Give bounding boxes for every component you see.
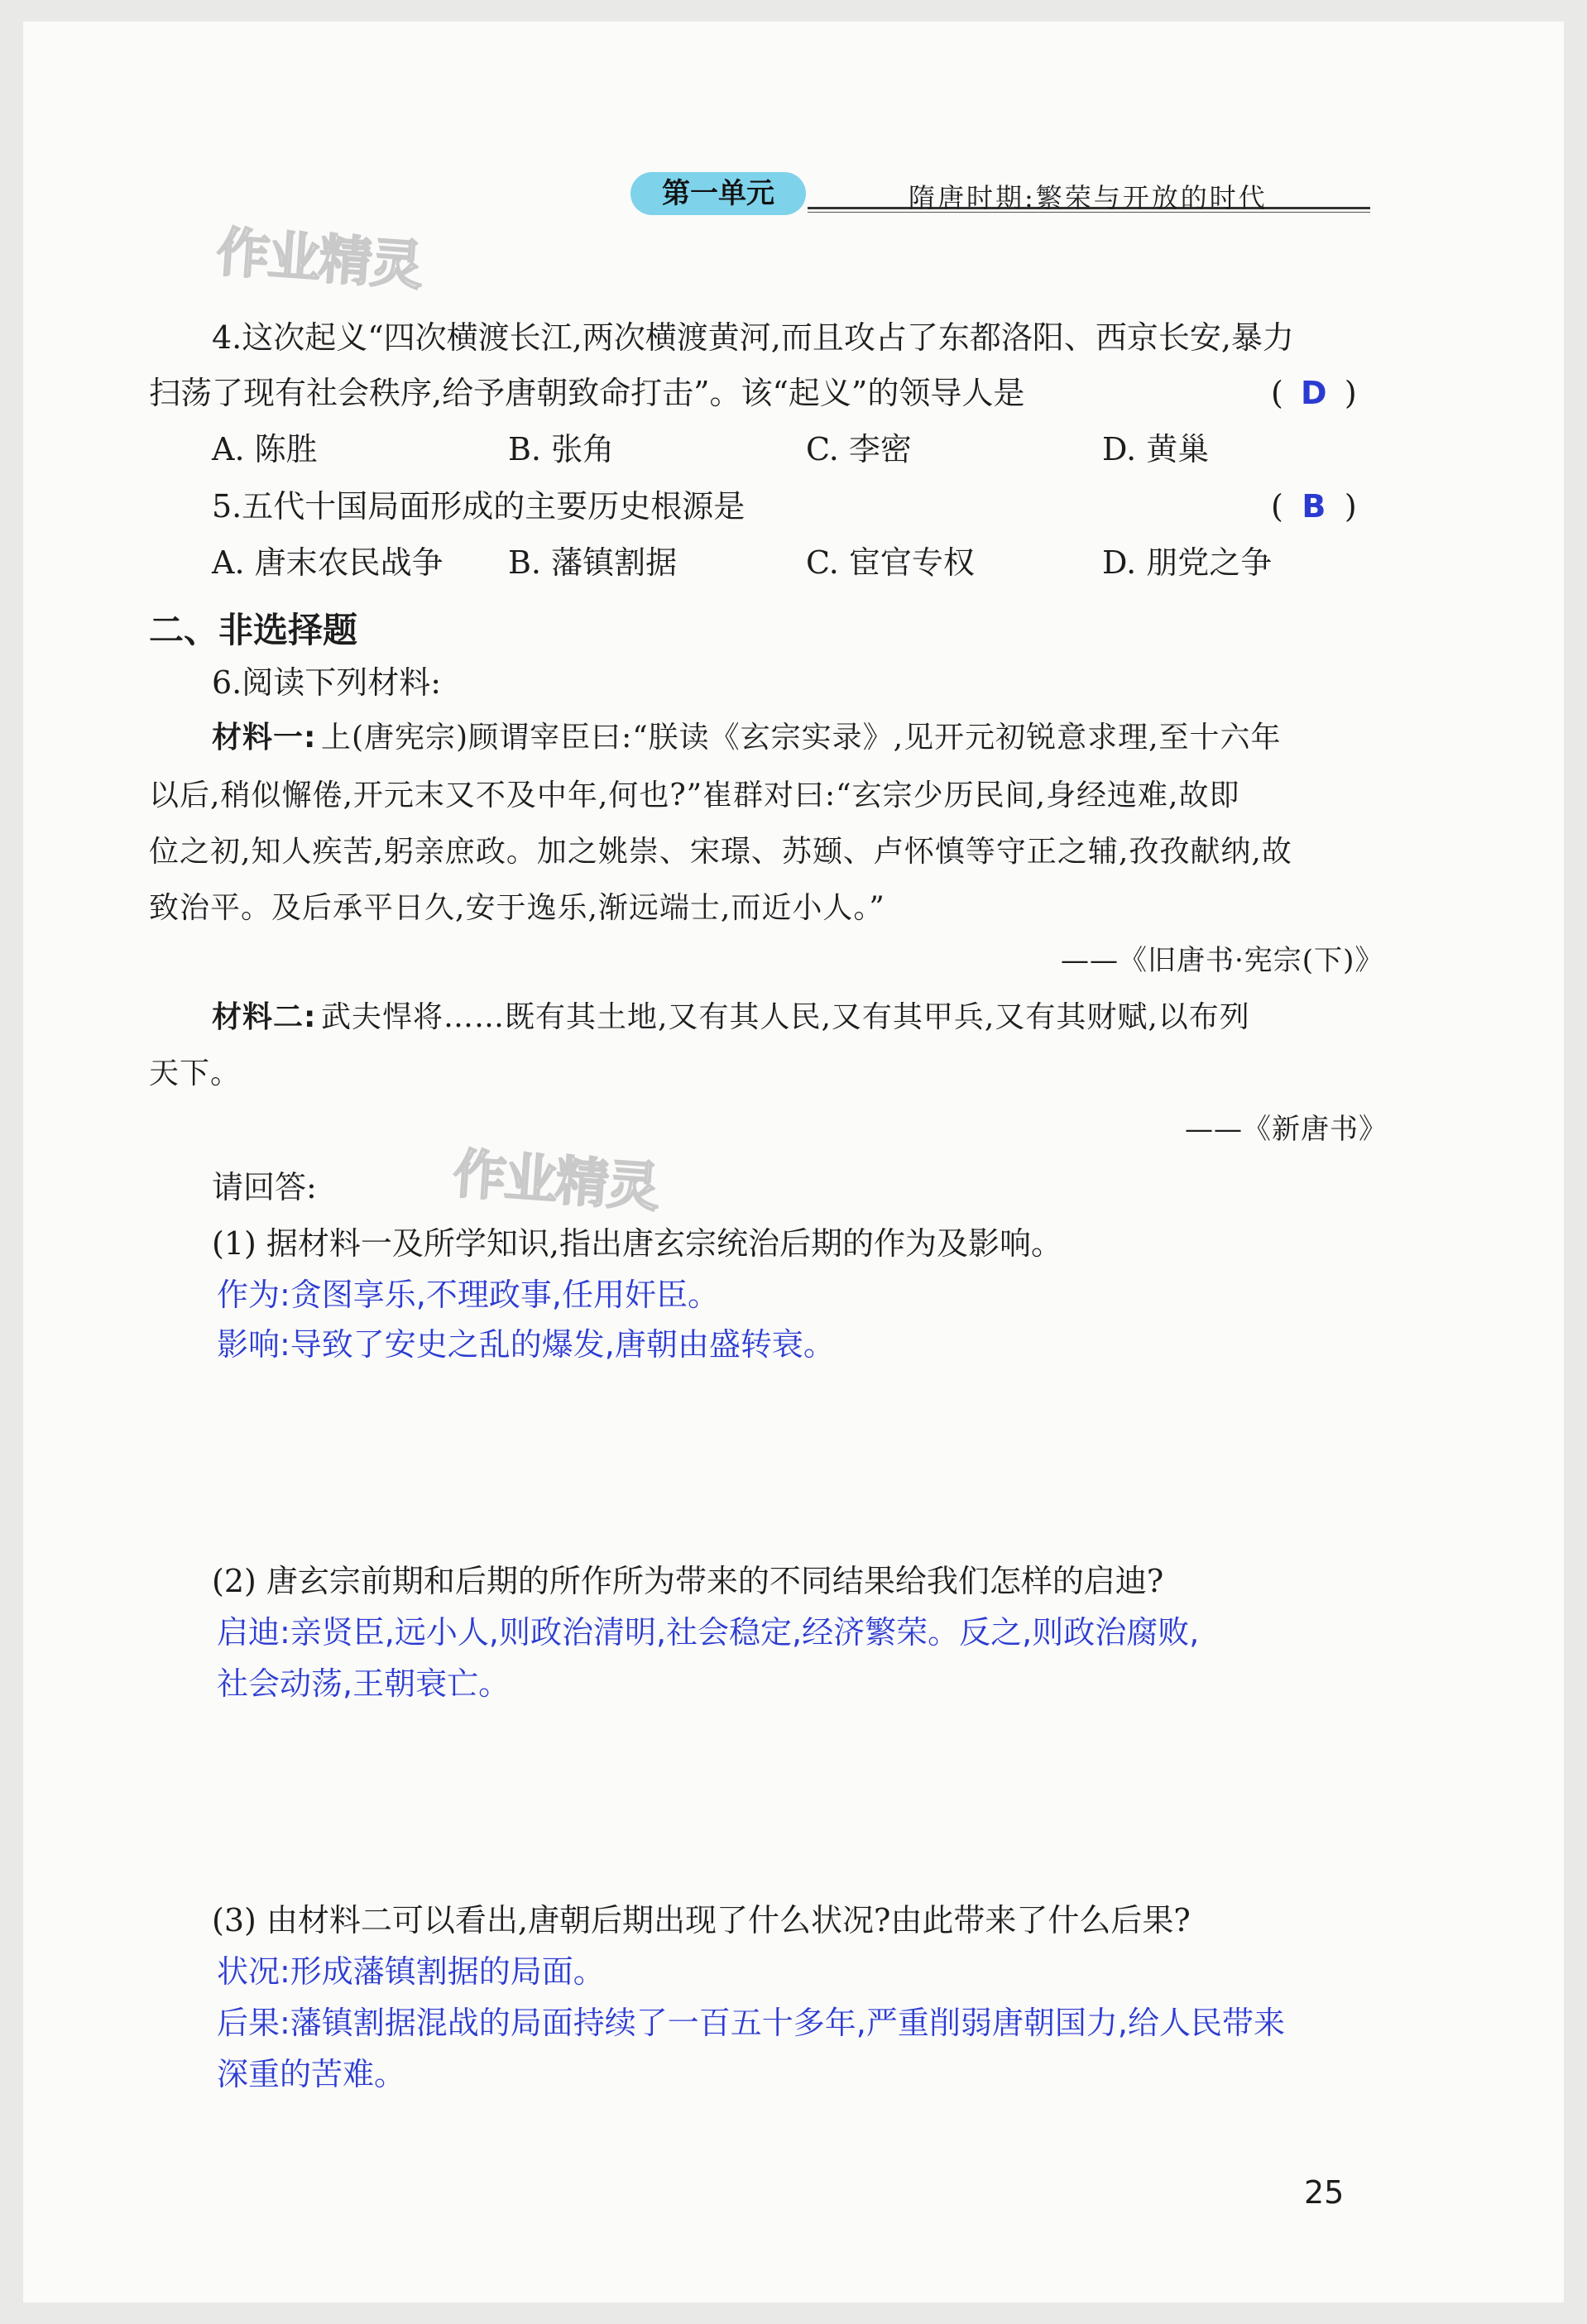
- q4-option-c: C. 李密: [806, 431, 912, 467]
- unit-label: 第一单元: [630, 172, 806, 215]
- q5-stem: 5.五代十国局面形成的主要历史根源是: [212, 488, 746, 525]
- watermark-logo: 作业精灵: [451, 1143, 660, 1220]
- q4-option-a: A. 陈胜: [212, 431, 318, 467]
- material1-line: 以后,稍似懈倦,开元末又不及中年,何也?”崔群对曰:“玄宗少历民间,身经迍难,故即: [149, 779, 1240, 812]
- material1-line: 上(唐宪宗)顾谓宰臣曰:“朕读《玄宗实录》,见开元初锐意求理,至十六年: [321, 721, 1282, 755]
- sub2-question: (2) 唐玄宗前期和后期的所作所为带来的不同结果给我们怎样的启迪?: [212, 1563, 1164, 1599]
- q4-stem-line1: 4.这次起义“四次横渡长江,两次横渡黄河,而且攻占了东都洛阳、西京长安,暴力: [212, 319, 1294, 356]
- q5-answer-bracket: ( B ): [1271, 488, 1357, 525]
- material2-source: ——《新唐书》: [1185, 1113, 1388, 1146]
- material1-label: 材料一:: [212, 721, 317, 755]
- q4-option-d: D. 黄巢: [1102, 431, 1210, 467]
- material1-line: 致治平。及后承平日久,安于逸乐,渐远端士,而近小人。”: [149, 891, 885, 925]
- sub3-question: (3) 由材料二可以看出,唐朝后期出现了什么状况?由此带来了什么后果?: [212, 1902, 1191, 1938]
- watermark-logo: 作业精灵: [214, 222, 424, 298]
- q5-option-b: B. 藩镇割据: [508, 544, 678, 581]
- material2-line: 天下。: [149, 1057, 242, 1090]
- section-heading: 二、非选择题: [149, 610, 358, 650]
- material1-line: 位之初,知人疾苦,躬亲庶政。加之姚崇、宋璟、苏颋、卢怀慎等守正之辅,孜孜献纳,故: [149, 835, 1292, 869]
- q4-stem-line2: 扫荡了现有社会秩序,给予唐朝致命打击”。该“起义”的领导人是: [149, 375, 1025, 411]
- sub2-answer: 社会动荡,王朝衰亡。: [217, 1665, 511, 1702]
- material1-source: ——《旧唐书·宪宗(下)》: [1061, 944, 1384, 977]
- material2-line: 武夫悍将……既有其土地,又有其人民,又有其甲兵,又有其财赋,以布列: [321, 1000, 1250, 1034]
- sub2-answer: 启迪:亲贤臣,远小人,则政治清明,社会稳定,经济繁荣。反之,则政治腐败,: [217, 1614, 1200, 1651]
- material2-label: 材料二:: [212, 1000, 317, 1034]
- q4-answer-bracket: ( D ): [1271, 375, 1357, 411]
- q4-option-b: B. 张角: [508, 431, 615, 467]
- q6-stem: 6.阅读下列材料:: [212, 664, 442, 701]
- answer-prompt: 请回答:: [212, 1169, 317, 1205]
- sub1-question: (1) 据材料一及所学知识,指出唐玄宗统治后期的作为及影响。: [212, 1225, 1062, 1262]
- section-title: 隋唐时期:繁荣与开放的时代: [909, 182, 1268, 213]
- q5-option-d: D. 朋党之争: [1102, 544, 1273, 581]
- sub1-answer: 作为:贪图享乐,不理政事,任用奸臣。: [217, 1277, 719, 1313]
- q4-answer: D: [1301, 375, 1327, 411]
- q5-option-c: C. 宦官专权: [806, 544, 975, 581]
- sub3-answer: 状况:形成藩镇割据的局面。: [217, 1953, 605, 1990]
- sub3-answer: 深重的苦难。: [217, 2056, 406, 2092]
- sub3-answer: 后果:藩镇割据混战的局面持续了一百五十多年,严重削弱唐朝国力,给人民带来: [217, 2005, 1285, 2041]
- sub1-answer: 影响:导致了安史之乱的爆发,唐朝由盛转衰。: [217, 1326, 835, 1363]
- q5-answer: B: [1302, 488, 1326, 525]
- q5-option-a: A. 唐末农民战争: [212, 544, 443, 581]
- page-number: 25: [1304, 2174, 1345, 2211]
